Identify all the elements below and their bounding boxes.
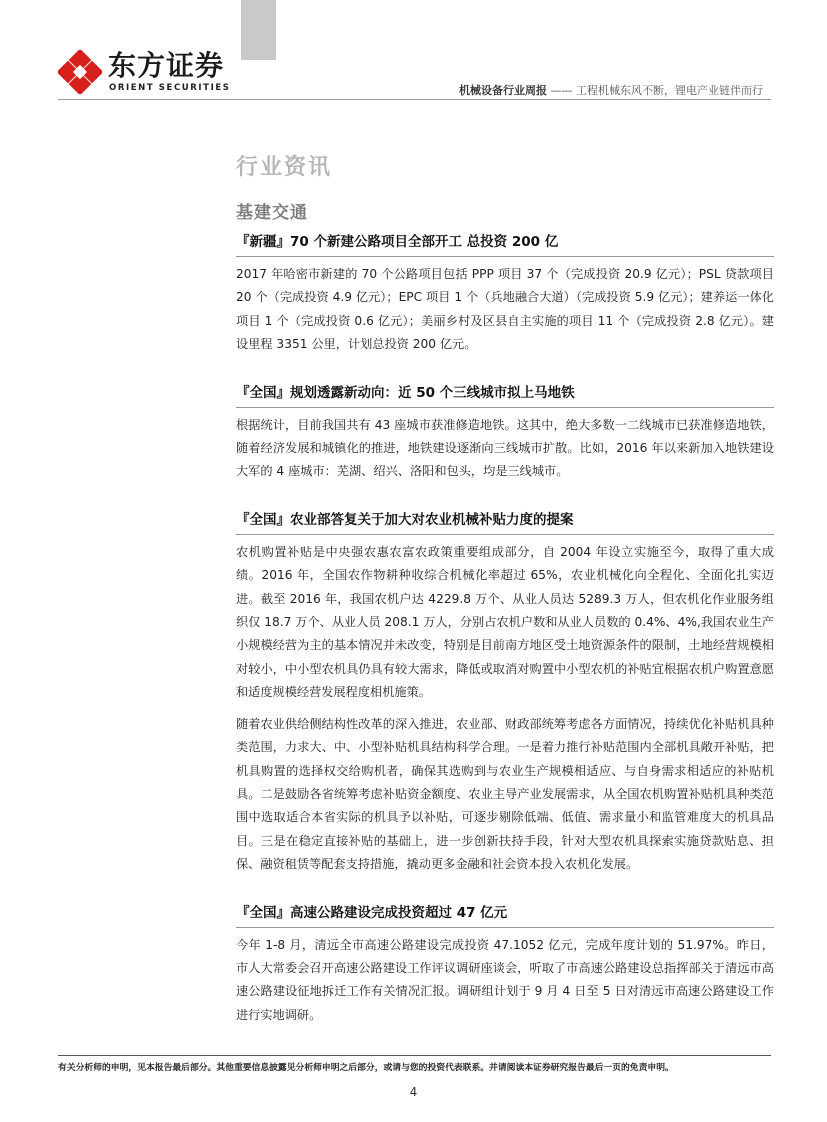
article-title: 『新疆』70 个新建公路项目全部开工 总投资 200 亿 [236,230,774,257]
company-logo [58,49,231,94]
report-separator: —— [547,84,576,97]
footer-disclaimer: 有关分析师的申明，见本报告最后部分。其他重要信息披露见分析师申明之后部分，或请与您的投资代表联系。并请阅读本证券研究报告最后一页的免责申明。 [58,1063,674,1073]
header-divider [58,99,771,100]
article-metro-plans [236,381,774,484]
page-number: 4 [409,1085,418,1099]
logo-english-name: ORIENT SECURITIES [109,83,231,93]
logo-chinese-name: 东方证券 [108,49,225,82]
header-gray-tab [241,0,276,60]
article-title: 『全国』农业部答复关于加大对农业机械补贴力度的提案 [236,508,774,535]
article-paragraph: 随着农业供给侧结构性改革的深入推进，农业部、财政部统筹考虑各方面情况，持续优化补贴机具种类范围，力求大、中、小型补贴机具结构科学合理。一是着力推行补贴范围内全部机具敞开补贴，把机具购置的选择权交给购机者，确保其选购到与农业生产规模相适应、与自身需求相适应的补贴机具。二是鼓励各省统筹考虑补贴资金额度、农业主导产业发展需求，从全国农机购置补贴机具种类范围中选取适合本省实际的机具予以补贴，可逐步剔除低端、低值、需求量小和监管难度大的机具品目。三是在稳定直接补贴的基础上，进一步创新扶持手段，针对大型农机具探索实施贷款贴息、担保、融资租赁等配套支持措施，撬动更多金融和社会资本投入农机化发展。 [236,716,774,872]
article-title: 『全国』高速公路建设完成投资超过 47 亿元 [236,901,774,928]
article-paragraph: 根据统计，目前我国共有 43 座城市获准修造地铁。这其中，绝大多数一二线城市已获准修造地铁，随着经济发展和城镇化的推进，地铁建设逐渐向三线城市扩散。比如，2016 年以来新加入地铁建设大军的 4 座城市：芜湖、绍兴、洛阳和包头，均是三线城市。 [236,417,774,479]
report-subtitle: 工程机械东风不断，锂电产业链伴而行 [576,84,763,97]
article-paragraph: 2017 年哈密市新建的 70 个公路项目包括 PPP 项目 37 个（完成投资 20.9 亿元）；PSL 贷款项目 20 个（完成投资 4.9 亿元）；EPC 项目 1 个（兵地融合大道）（完成投资 5.9 亿元）；建养运一体化项目 1 个（完成投资 0.6 亿元）；美丽乡村及区县自主实施的项目 11 个（完成投资 2.8 亿元）。建设里程 3351 公里，计划总投资 200 亿元。 [236,267,774,352]
report-name: 机械设备行业周报 [459,84,547,97]
report-header [459,82,763,98]
section-title: 行业资讯 [236,155,333,180]
footer-divider [58,1055,771,1056]
article-agri-subsidy [236,508,774,877]
article-xinjiang-roads [236,230,774,357]
article-paragraph: 农机购置补贴是中央强农惠农富农政策重要组成部分，自 2004 年设立实施至今，取得了重大成绩。2016 年，全国农作物耕种收综合机械化率超过 65%，农业机械化向全程化、全面化扎实迈进。截至 2016 年，我国农机户达 4229.8 万个、从业人员达 5289.3 万人，但农机化作业服务组织仅 18.7 万个、从业人员 208.1 万人，分别占农机户数和从业人员数的 0.4%、4%,我国农业生产小规模经营为主的基本情况并未改变，特别是目前南方地区受土地资源条件的限制，土地经营规模相对较小，中小型农机具仍具有较大需求，降低或取消对购置中小型农机的补贴宜根据农机户购置意愿和适度规模经营发展程度相机施策。 [236,544,774,700]
content-area [236,230,774,1051]
sub-title: 基建交通 [236,203,308,223]
article-paragraph: 今年 1-8 月，清远全市高速公路建设完成投资 47.1052 亿元，完成年度计划的 51.97%。昨日，市人大常委会召开高速公路建设工作评议调研座谈会，听取了市高速公路建设总指挥部关于清远市高速公路建设征地拆迁工作有关情况汇报。调研组计划于 9 月 4 日至 5 日对清远市高速公路建设工作进行实地调研。 [236,937,774,1022]
logo-mark-icon [58,50,102,94]
article-highway-investment [236,901,774,1028]
article-title: 『全国』规划透露新动向：近 50 个三线城市拟上马地铁 [236,381,774,408]
